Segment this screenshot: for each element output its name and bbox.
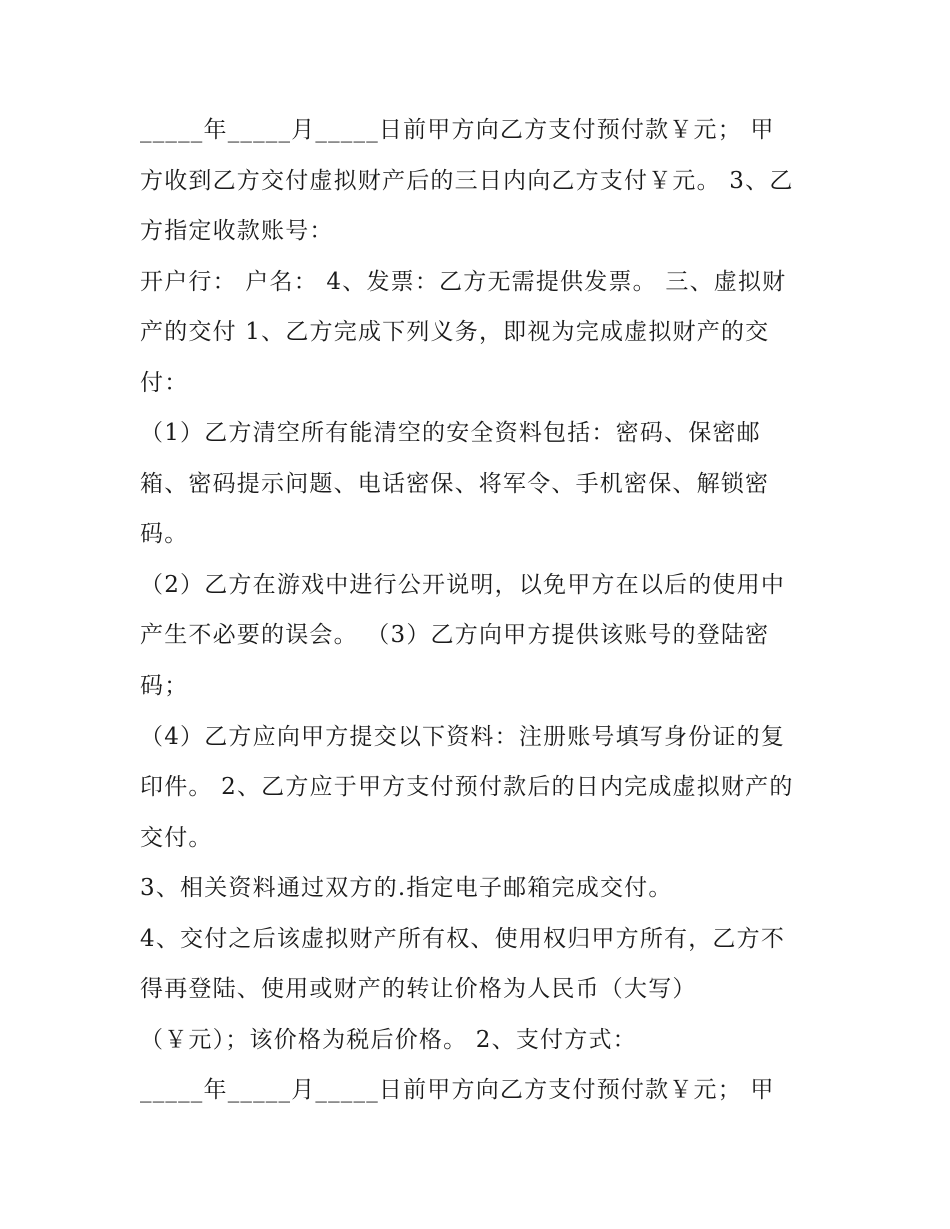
text-line: 交付。 (140, 825, 213, 851)
text-line: 产的交付 1、乙方完成下列义务，即视为完成虚拟财产的交 (140, 319, 770, 345)
text-line: 码。 (140, 521, 189, 547)
text-line: （￥元）；该价格为税后价格。 2、支付方式： (140, 1027, 637, 1053)
text-line: _____年_____月_____日前甲方向乙方支付预付款￥元； 甲 (140, 1077, 775, 1103)
text-line: 方指定收款账号： (140, 218, 334, 244)
text-line: 4、交付之后该虚拟财产所有权、使用权归甲方所有，乙方不 (140, 926, 786, 952)
text-line: 箱、密码提示问题、电话密保、将军令、手机密保、解锁密 (140, 471, 770, 497)
text-line: 码； (140, 673, 189, 699)
text-line: 方收到乙方交付虚拟财产后的三日内向乙方支付￥元。 3、乙 (140, 168, 794, 194)
text-line: 产生不必要的误会。 （3）乙方向甲方提供该账号的登陆密 (140, 622, 770, 648)
text-line: 付： (140, 370, 189, 396)
text-line: 开户行： 户名： 4、发票：乙方无需提供发票。 三、虚拟财 (140, 269, 787, 295)
text-line: 3、相关资料通过双方的.指定电子邮箱完成交付。 (140, 875, 673, 901)
text-line: （4）乙方应向甲方提交以下资料：注册账号填写身份证的复 (140, 724, 786, 750)
text-line: （2）乙方在游戏中进行公开说明，以免甲方在以后的使用中 (140, 572, 786, 598)
text-line: _____年_____月_____日前甲方向乙方支付预付款￥元； 甲 (140, 117, 775, 143)
text-line: 得再登陆、使用或财产的转让价格为人民币（大写） (140, 976, 697, 1002)
text-line: （1）乙方清空所有能清空的安全资料包括：密码、保密邮 (140, 420, 761, 446)
text-line: 印件。 2、乙方应于甲方支付预付款后的日内完成虚拟财产的 (140, 774, 794, 800)
